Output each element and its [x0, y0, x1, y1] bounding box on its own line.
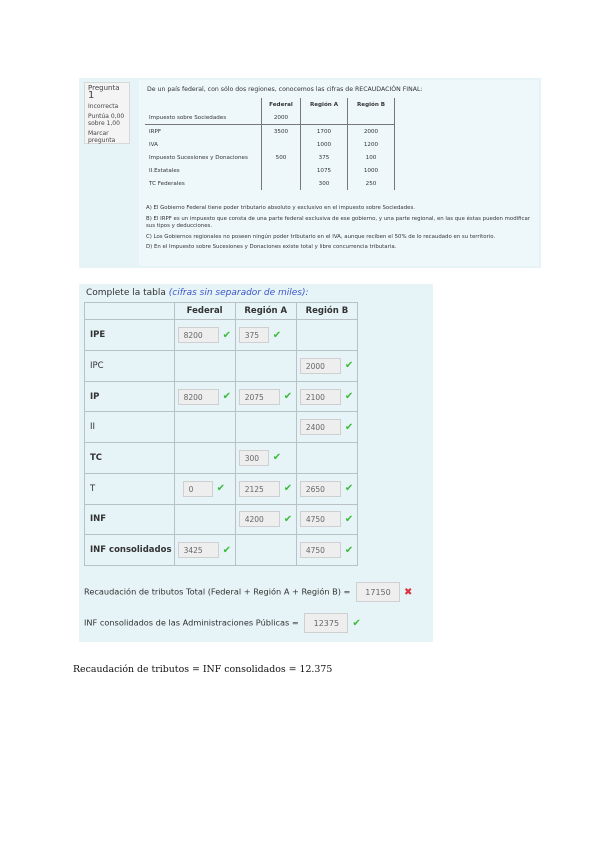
answer-title: Complete la tabla (cifras sin separador de miles): — [86, 288, 309, 298]
question-info-box — [84, 82, 130, 144]
check-icon: ✔ — [283, 483, 293, 495]
given-header-region-b: Región B — [348, 98, 395, 111]
table-row: IPC 2000 ✔ — [85, 351, 358, 382]
tc-region-a-input[interactable]: 300 — [239, 450, 269, 466]
question-score: Puntúa 0,00 sobre 1,00 — [88, 113, 125, 127]
inf-region-a-input[interactable]: 4200 — [239, 511, 280, 527]
ipc-region-b-input[interactable]: 2000 — [300, 358, 341, 374]
check-icon: ✔ — [352, 617, 361, 629]
t-region-a-input[interactable]: 2125 — [239, 481, 280, 497]
answer-header-empty — [85, 303, 175, 320]
check-icon: ✔ — [272, 329, 282, 341]
inf-consolidated-region-b-input[interactable]: 4750 — [300, 542, 341, 558]
table-row: T 0 ✔ 2125 ✔ 2650 ✔ — [85, 473, 358, 504]
inf-consolidated-line — [84, 613, 361, 633]
table-row: TC 300 ✔ — [85, 443, 358, 474]
table-row: INF 4200 ✔ 4750 ✔ — [85, 504, 358, 535]
total-revenue-input[interactable]: 17150 — [356, 582, 400, 602]
ipe-region-a-input[interactable]: 375 — [239, 327, 269, 343]
answer-header-region-b: Región B — [296, 303, 357, 320]
check-icon: ✔ — [222, 329, 231, 341]
t-region-b-input[interactable]: 2650 — [300, 481, 341, 497]
check-icon: ✔ — [283, 513, 293, 525]
check-icon: ✔ — [216, 483, 225, 495]
answer-hint: (cifras sin separador de miles): — [168, 288, 309, 298]
option-a: A) El Gobierno Federal tiene poder tributario absoluto y exclusivo en el impuesto sobre Sociedades. — [146, 205, 415, 211]
given-header-region-a: Región A — [301, 98, 348, 111]
inf-consolidated-input[interactable]: 12375 — [304, 613, 348, 633]
question-number: Pregunta 1 — [88, 84, 120, 101]
check-icon: ✔ — [272, 452, 282, 464]
check-icon: ✔ — [344, 513, 354, 525]
table-row: IRPF 3500 1700 2000 — [145, 125, 395, 139]
option-c: C) Los Gobiernos regionales no poseen ningún poder tributario en el IVA, aunque reciben el 50% de lo recaudado en su territorio. — [146, 233, 496, 240]
question-status: Incorrecta — [88, 103, 119, 110]
table-row: II.Estatales 1075 1000 — [145, 164, 395, 177]
ip-region-a-input[interactable]: 2075 — [239, 389, 280, 405]
check-icon: ✔ — [283, 391, 293, 403]
check-icon: ✔ — [344, 391, 354, 403]
t-federal-input[interactable]: 0 — [183, 481, 213, 497]
answer-table — [84, 302, 358, 566]
total-revenue-label: Recaudación de tributos Total (Federal + Región A + Región B) = — [84, 586, 351, 597]
given-data-table — [145, 98, 395, 190]
total-revenue-line — [84, 582, 412, 602]
check-icon: ✔ — [344, 483, 354, 495]
check-icon: ✔ — [344, 421, 354, 433]
statement-options — [146, 205, 536, 255]
inf-consolidated-federal-input[interactable]: 3425 — [178, 542, 219, 558]
check-icon: ✔ — [222, 544, 231, 556]
answer-header-region-a: Región A — [235, 303, 296, 320]
table-row: Impuesto sobre Sociedades 2000 — [145, 111, 395, 125]
result-text: Recaudación de tributos = INF consolidados = 12.375 — [73, 664, 333, 675]
check-icon: ✔ — [344, 360, 354, 372]
given-header-empty — [145, 98, 262, 111]
table-row: IPE 8200 ✔ 375 ✔ — [85, 320, 358, 351]
check-icon: ✔ — [344, 544, 354, 556]
ii-region-b-input[interactable]: 2400 — [300, 419, 341, 435]
inf-region-b-input[interactable]: 4750 — [300, 511, 341, 527]
given-header-federal: Federal — [262, 98, 301, 111]
flag-question-link[interactable]: Marcar pregunta — [88, 130, 116, 144]
ip-region-b-input[interactable]: 2100 — [300, 389, 341, 405]
ipe-federal-input[interactable]: 8200 — [178, 327, 219, 343]
table-row: IVA 1000 1200 — [145, 138, 395, 151]
cross-icon: ✖ — [404, 586, 413, 598]
table-row: II 2400 ✔ — [85, 412, 358, 443]
ip-federal-input[interactable]: 8200 — [178, 389, 219, 405]
option-d: D) En el Impuesto sobre Sucesiones y Donaciones existe total y libre concurrencia tributaria. — [146, 244, 397, 250]
check-icon: ✔ — [222, 391, 231, 403]
table-row: TC Federales 300 250 — [145, 177, 395, 190]
table-row: Impuesto Sucesiones y Donaciones 500 375 100 — [145, 151, 395, 164]
table-row: IP 8200 ✔ 2075 ✔ 2100 ✔ — [85, 381, 358, 412]
table-row: INF consolidados 3425 ✔ 4750 ✔ — [85, 535, 358, 566]
question-intro: De un país federal, con sólo dos regiones, conocemos las cifras de RECAUDACIÓN FINAL: — [147, 86, 423, 93]
option-b: B) El IRPF es un impuesto que consta de una parte federal exclusiva de ese gobierno, y una parte regional, en las que éstas pueden modificar sus tipos y deducciones. — [146, 215, 531, 229]
inf-consolidated-label: INF consolidados de las Administraciones Públicas = — [84, 617, 299, 628]
answer-header-federal: Federal — [174, 303, 235, 320]
